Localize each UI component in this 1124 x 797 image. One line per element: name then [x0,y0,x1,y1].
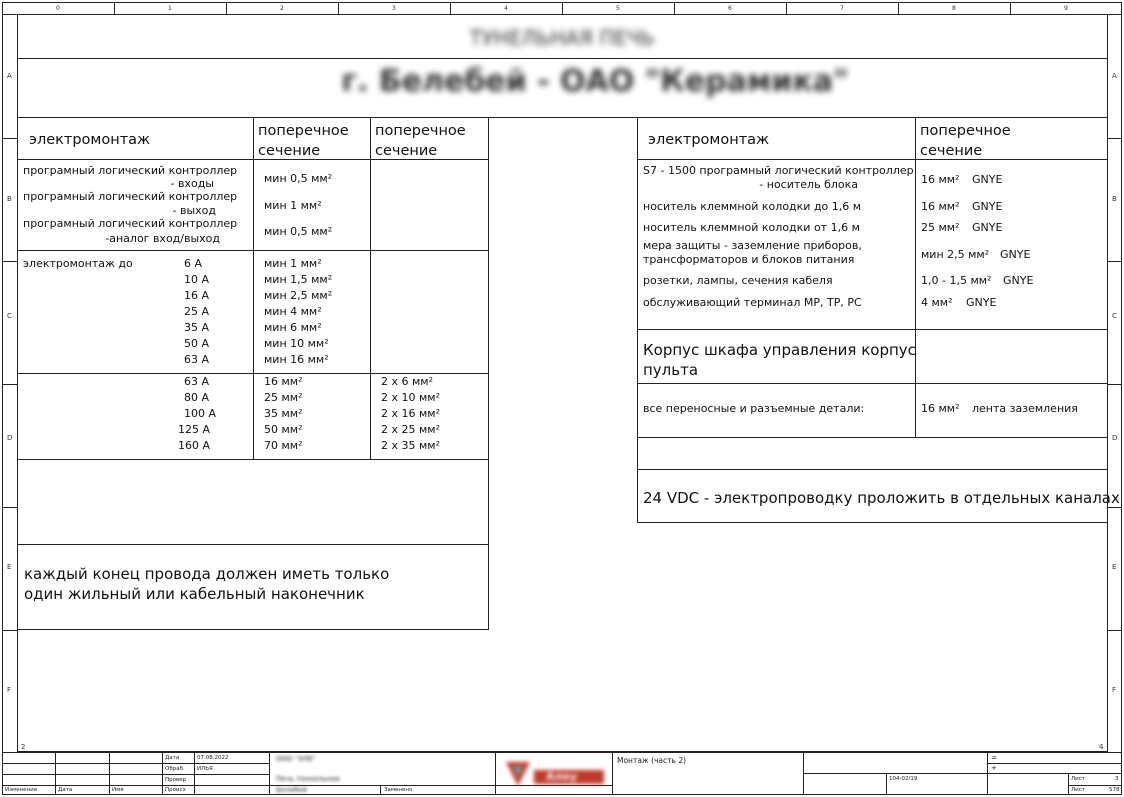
sheet-value: 3 [1115,776,1119,782]
row-divider [2,630,17,631]
right-row-value: 16 мм² [921,173,960,186]
column-number: 5 [616,5,620,12]
right-row-label: носитель клеммной колодки до 1,6 м [643,200,862,213]
plus-sign: + [991,764,997,772]
wire-end-note: каждый конец провода должен иметь только [24,565,390,583]
column-number: 6 [728,5,732,12]
row-divider [1108,261,1122,262]
montage-amp: 50 А [184,337,210,350]
row-divider [1108,384,1122,385]
left-table-col-divider [253,117,254,459]
row-letter: F [7,686,12,694]
montage-value: мин 1 мм² [264,257,322,270]
portable-value: 16 мм² [921,402,960,415]
right-table-row-line [637,159,1108,160]
developed-label: Обраб. [165,766,185,772]
heavy-amp: 63 А [184,375,210,388]
column-number: 8 [952,5,956,12]
heavy-value: 25 мм² [264,391,303,404]
sheet-description: Монтаж (часть 2) [617,756,687,765]
row-divider [2,261,17,262]
right-row-sublabel: трансформаторов и блоков питания [643,253,855,266]
column-divider [786,2,787,14]
heavy-value: 16 мм² [264,375,303,388]
title-block-col [380,785,381,795]
row-divider [1108,630,1122,631]
heavy-value-2: 2 x 6 мм² [381,375,434,388]
row-letter: B [7,195,12,203]
right-row-label: розетки, лампы, сечения кабеля [643,274,833,287]
portable-label: все переносные и разъемные детали: [643,402,865,415]
column-divider [226,2,227,14]
title-block-col [495,752,496,795]
plc-row-sublabel: -аналог вход/выход [105,232,220,245]
column-divider [562,2,563,14]
left-table-row-line [17,459,489,460]
column-divider [338,2,339,14]
column-number: 1 [168,5,172,12]
col-name: Имя [112,787,124,793]
replaced-label: Заменено [384,787,413,793]
column-number: 3 [392,5,396,12]
montage-value: мин 16 мм² [264,353,329,366]
montage-label: электромонтаж до [23,257,133,270]
right-table-row-line [637,329,1108,330]
title-block-col [109,752,110,795]
heavy-value-2: 2 x 10 мм² [381,391,441,404]
page-title: ТУНЕЛЬНАЯ ПЕЧЬ [469,26,655,50]
right-head-montage: электромонтаж [648,132,770,148]
right-row-label: S7 - 1500 програмный логический контроллер [643,164,914,177]
column-divider [450,2,451,14]
title-block-line [2,774,269,775]
row-letter: C [1112,312,1117,320]
col-change: Изменение [5,787,38,793]
right-row-label: обслуживающий терминал MP, TP, PC [643,296,862,309]
location-blurred: Белебей [276,786,308,794]
right-row-value: 4 мм² [921,296,953,309]
left-table-col-divider [370,117,371,459]
checked-label: Провер [165,777,187,783]
row-divider [2,507,17,508]
heavy-value-2: 2 x 16 мм² [381,407,441,420]
column-number: 4 [504,5,508,12]
title-block-line [803,773,1122,774]
column-divider [1010,2,1011,14]
title-block-col [1068,773,1069,795]
cabinet-note: Корпус шкафа управления корпус [643,341,916,359]
plc-row-value: мин 1 мм² [264,199,322,212]
plc-row-sublabel: - выход [172,204,216,217]
right-row-color: GNYE [1000,248,1031,261]
title-block-col [803,752,804,795]
montage-value: мин 1,5 мм² [264,273,333,286]
montage-amp: 25 А [184,305,210,318]
plc-row-value: мин 0,5 мм² [264,225,333,238]
montage-value: мин 2,5 мм² [264,289,333,302]
title-block-col [162,752,163,795]
heavy-amp: 160 А [178,439,211,452]
row-letter: E [1112,563,1117,571]
right-table-row-line [637,437,1108,438]
corner-number-left: 2 [21,743,26,751]
title-block-col [886,773,887,795]
right-row-value: 1,0 - 1,5 мм² [921,274,992,287]
row-letter: A [7,72,12,80]
row-letter: F [1112,686,1117,694]
column-ruler-line [2,14,1122,15]
plc-row-value: мин 0,5 мм² [264,172,333,185]
montage-value: мин 4 мм² [264,305,322,318]
left-head-montage: электромонтаж [29,132,151,148]
right-row-color: GNYE [972,173,1003,186]
heavy-value: 35 мм² [264,407,303,420]
title-block-col [987,752,988,795]
montage-amp: 16 А [184,289,210,302]
right-row-value: мин 2,5 мм² [921,248,990,261]
row-divider [1108,138,1122,139]
column-number: 7 [840,5,844,12]
heavy-value-2: 2 x 35 мм² [381,439,441,452]
right-row-value: 16 мм² [921,200,960,213]
row-divider [2,138,17,139]
title-block-col [194,752,195,795]
heavy-value-2: 2 x 25 мм² [381,423,441,436]
sheets-value: 578 [1109,787,1120,793]
company-logo [500,756,608,792]
dc-wiring-note: 24 VDC - электропроводку проложить в отдельных каналах [643,489,1120,507]
heavy-amp: 100 А [184,407,217,420]
cabinet-note: пульта [643,361,699,379]
right-row-label: мера защиты - заземление приборов, [643,239,862,252]
logo-text: Алеу [546,770,578,783]
title-block-line [987,763,1122,764]
montage-value: мин 6 мм² [264,321,322,334]
sheet-label: Лист [1071,776,1085,782]
title-block-col [269,752,270,795]
right-row-color: GNYE [1003,274,1034,287]
montage-value: мин 10 мм² [264,337,329,350]
right-row-color: GNYE [972,200,1003,213]
right-table-col-divider [915,117,916,437]
montage-amp: 6 А [184,257,203,270]
montage-amp: 63 А [184,353,210,366]
title-block-top [2,752,1122,753]
right-row-label: носитель клеммной колодки от 1,6 м [643,221,860,234]
column-number: 2 [280,5,284,12]
row-letter: E [7,563,12,571]
plc-row-sublabel: - входы [170,177,214,190]
heavy-amp: 125 А [178,423,211,436]
heavy-value: 70 мм² [264,439,303,452]
montage-amp: 10 А [184,273,210,286]
date-value: 07.08.2022 [197,755,229,761]
norm-label: Происх [165,787,186,793]
row-letter: C [7,312,12,320]
left-head-section-1: поперечное сечение [258,123,349,159]
date-label: Дата [165,755,180,761]
column-number: 0 [56,5,60,12]
row-letter: B [1112,195,1117,203]
company-blurred: ООО "ЭЛЕ" [276,755,316,763]
portable-note: лента заземления [972,402,1078,415]
row-letter: A [1112,72,1117,80]
sheets-label: Лист [1071,787,1085,793]
col-date: Дата [58,787,73,793]
title-block-col [612,752,613,795]
left-table-row-line [17,250,489,251]
right-row-sublabel: - носитель блока [759,178,858,191]
title-block-line [1068,785,1122,786]
document-number: 104-02/19 [889,776,918,782]
row-letter: D [1112,434,1118,442]
developed-value: ИЛЬЯ [197,766,213,772]
column-number: 9 [1064,5,1068,12]
left-table-row-line [17,544,489,545]
corner-number-right: 4 [1099,743,1104,751]
plc-row-label: програмный логический контроллер [23,190,238,203]
page-subtitle: г. Белебей - ОАО "Керамика" [341,64,849,99]
column-divider [898,2,899,14]
plc-row-label: програмный логический контроллер [23,217,238,230]
equals-sign: = [991,754,997,762]
column-divider [114,2,115,14]
heavy-amp: 80 А [184,391,210,404]
left-table-row-line [17,373,489,374]
column-divider [674,2,675,14]
right-row-color: GNYE [972,221,1003,234]
row-divider [2,384,17,385]
left-head-section-2: поперечное сечение [375,123,466,159]
project-blurred: Печь тоннельная [276,775,340,783]
right-row-value: 25 мм² [921,221,960,234]
right-table-row-line [637,469,1108,470]
heavy-value: 50 мм² [264,423,303,436]
header-divider [17,58,1108,59]
right-table-row-line [637,383,1108,384]
wire-end-note: один жильный или кабельный наконечник [24,585,365,603]
plc-row-label: програмный логический контроллер [23,164,238,177]
title-block-line [2,763,269,764]
title-block-col [55,752,56,795]
row-letter: D [7,434,13,442]
montage-amp: 35 А [184,321,210,334]
right-head-section: поперечное сечение [920,123,1011,159]
right-row-color: GNYE [966,296,997,309]
